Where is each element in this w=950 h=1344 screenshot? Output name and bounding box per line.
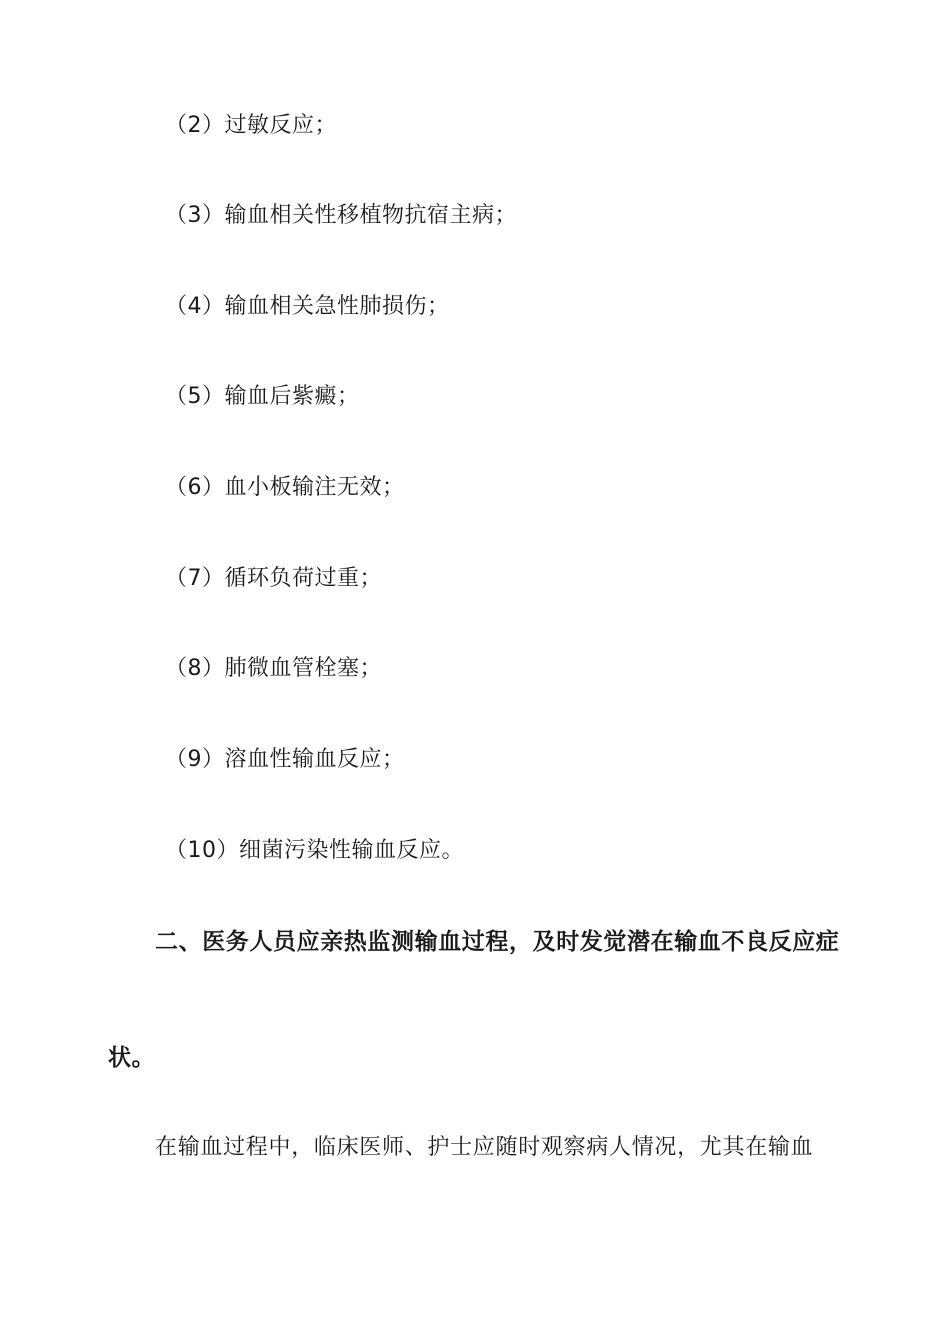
section-heading-line-2: 状。 — [108, 1045, 156, 1071]
list-item: （7）循环负荷过重； — [165, 566, 382, 591]
list-item: （6）血小板输注无效； — [165, 475, 405, 500]
list-item: （10）细菌污染性输血反应。 — [165, 838, 464, 863]
list-item: （5）输血后紫癜； — [165, 384, 360, 409]
section-heading-line-1: 二、医务人员应亲热监测输血过程，及时发觉潜在输血不良反应症 — [155, 929, 840, 955]
list-item: （4）输血相关急性肺损伤； — [165, 294, 450, 319]
list-item: （2）过敏反应； — [165, 113, 337, 138]
list-item: （8）肺微血管栓塞； — [165, 656, 382, 681]
body-paragraph: 在输血过程中，临床医师、护士应随时观察病人情况，尤其在输血 — [155, 1135, 814, 1160]
list-item: （9）溶血性输血反应； — [165, 747, 405, 772]
list-item: （3）输血相关性移植物抗宿主病； — [165, 203, 517, 228]
